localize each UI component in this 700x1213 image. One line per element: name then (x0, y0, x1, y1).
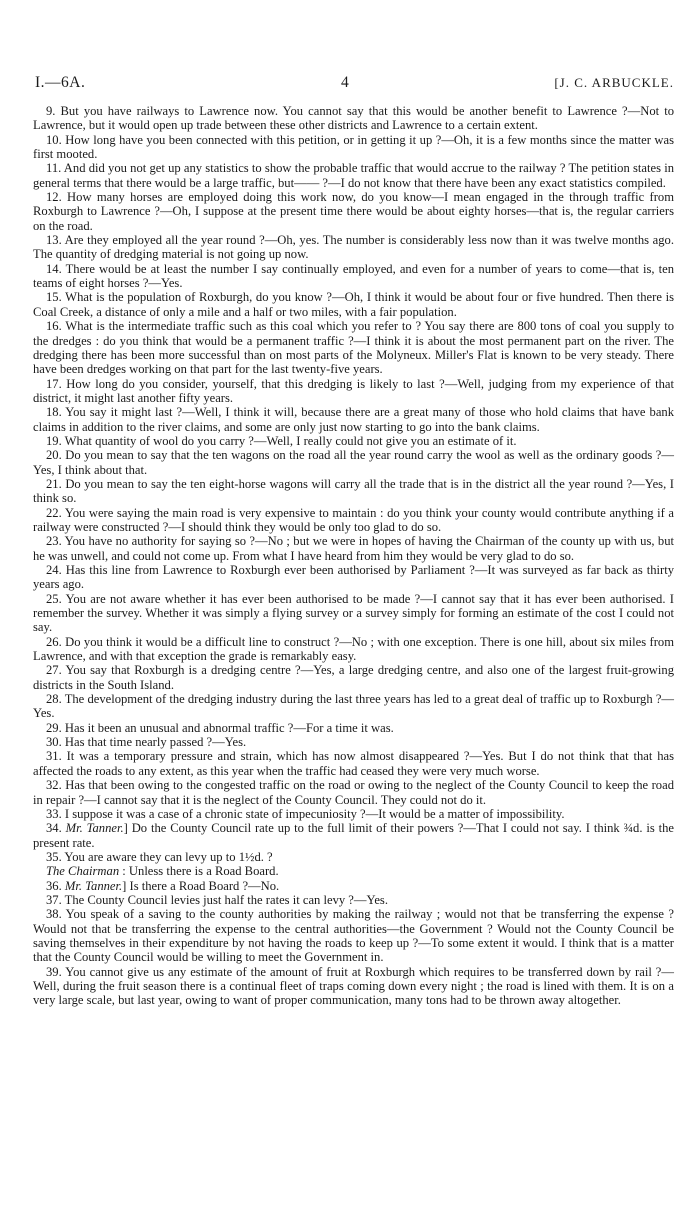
question-paragraph (33, 721, 674, 735)
speaker-name: Mr. Tanner. (65, 821, 124, 836)
paragraph-text: 32. Has that been owing to the congested traffic on the road or owing to the neglect of the County Council to keep the road in repair ?—I cannot say that it is the neglect of the County Council. They could not do it. (33, 778, 674, 807)
paragraph-text: 38. You speak of a saving to the county authorities by making the railway ; would not that be transferring the expense ? Would not that be transferring the expense to the central authorities—the Government ? Would not the County Council be saving themselves in their expenditure by not having the roads to keep up ?—To some extent it would. I think that is a matter that the County Council would be willing to meet the Government in. (33, 907, 674, 965)
paragraph-text: 15. What is the population of Roxburgh, do you know ?—Oh, I think it would be about four or five hundred. Then there is Coal Creek, a distance of only a mile and a half or two miles, with a fair population. (33, 290, 674, 319)
question-paragraph (33, 534, 674, 563)
paragraph-text: 16. What is the intermediate traffic such as this coal which you refer to ? You say there are 800 tons of coal you supply to the dredges : do you think that would be a permanent traffic ?—I think it is about the most permanent part on the river. The dredging there has been more successful than on most parts of the Molyneux. Miller's Flat is known to be very steady. There have been dredges working on that part for the last twenty-five years. (33, 319, 674, 377)
question-paragraph (33, 104, 674, 133)
question-paragraph (33, 663, 674, 692)
question-paragraph (33, 778, 674, 807)
page-header (33, 74, 674, 94)
paragraph-text: 37. The County Council levies just half the rates it can levy ?—Yes. (46, 892, 388, 907)
question-paragraph (33, 563, 674, 592)
paragraph-text: 33. I suppose it was a case of a chronic state of impecuniosity ?—It would be a matter of impossibility. (46, 806, 565, 821)
paragraph-text: 28. The development of the dredging industry during the last three years has led to a great deal of traffic up to Roxburgh ?—Yes. (33, 692, 674, 721)
question-paragraph (33, 864, 674, 878)
question-paragraph (33, 448, 674, 477)
paragraph-text: 22. You were saying the main road is very expensive to maintain : do you think your county would contribute anything if a railway were constructed ?—I should think they would be only too glad to do so. (33, 505, 674, 534)
paragraph-text: : Unless there is a Road Board. (119, 864, 279, 879)
witness-name: [J. C. ARBUCKLE. (554, 75, 674, 90)
question-paragraph (33, 807, 674, 821)
paragraph-text: 12. How many horses are employed doing this work now, do you know—I mean engaged in the through traffic from Roxburgh to Lawrence ?—Oh, I suppose at the present time there would be about eighty horses—that is, the regular carriers on the road. (33, 190, 674, 233)
paragraph-text: 26. Do you think it would be a difficult line to construct ?—No ; with one exception. There is one hill, about six miles from Lawrence, and with that exception the grade is remarkably easy. (33, 634, 674, 664)
question-paragraph (33, 133, 674, 162)
paragraph-text: ] Is there a Road Board ?—No. (122, 878, 280, 893)
paragraph-text: 30. Has that time nearly passed ?—Yes. (46, 735, 247, 750)
paragraph-text: 13. Are they employed all the year round ?—Oh, yes. The number is considerably less now than it was twelve months ago. The quantity of dredging material is not going up now. (33, 233, 674, 262)
paragraph-text: 17. How long do you consider, yourself, that this dredging is likely to last ?—Well, judging from my experience of that district, it might last another fifty years. (33, 376, 674, 405)
paragraph-text: 31. It was a temporary pressure and strain, which has now almost disappeared ?—Yes. But I do not think that that has affected the roads to any extent, as this year when the traffic had ceased they were very much worse. (33, 749, 674, 778)
question-number: 36. (46, 878, 65, 893)
question-paragraph (33, 377, 674, 406)
question-paragraph (33, 879, 674, 893)
paragraph-text: 24. Has this line from Lawrence to Roxburgh ever been authorised by Parliament ?—It was surveyed as far back as thirty years ago. (33, 563, 674, 592)
paper-reference: I.—6A. (35, 74, 86, 91)
paragraph-text: 10. How long have you been connected with this petition, or in getting it up ?—Oh, it is a few months since the matter was first mooted. (33, 132, 674, 162)
question-paragraph (33, 262, 674, 291)
paragraph-text: 19. What quantity of wool do you carry ?—Well, I really could not give you an estimate of it. (46, 433, 517, 448)
paragraph-text: ] Do the County Council rate up to the full limit of their powers ?—That I could not say. I think ¾d. is the present rate. (33, 821, 675, 850)
evidence-text (33, 104, 674, 1008)
paragraph-text: 20. Do you mean to say that the ten wagons on the road all the year round carry the wool as well as the ordinary goods ?—Yes, I think about that. (33, 448, 674, 477)
question-paragraph (33, 319, 674, 376)
question-paragraph (33, 233, 674, 262)
question-paragraph (33, 850, 674, 864)
question-paragraph (33, 405, 674, 434)
question-paragraph (33, 907, 674, 964)
speaker-name: The Chairman (46, 864, 120, 879)
question-paragraph (33, 190, 674, 233)
question-paragraph (33, 821, 674, 850)
page-number: 4 (341, 74, 349, 91)
paragraph-text: 21. Do you mean to say the ten eight-horse wagons will carry all the trade that is in the district all the year round ?—Yes, I think so. (33, 476, 674, 506)
paragraph-text: 39. You cannot give us any estimate of the amount of fruit at Roxburgh which requires to be transferred down by rail ?—Well, during the fruit season there is a continual fleet of traps coming down every night ; the road is lined with them. It is on a very large scale, but last year, owing to want of proper communication, many tons had to be thrown away altogether. (33, 964, 674, 1008)
paragraph-text: 9. But you have railways to Lawrence now. You cannot say that this would be another benefit to Lawrence ?—Not to Lawrence, but it would open up trade between these other districts and Lawrence to a certain extent. (33, 104, 674, 133)
question-paragraph (33, 749, 674, 778)
paragraph-text: 29. Has it been an unusual and abnormal traffic ?—For a time it was. (46, 720, 394, 735)
question-paragraph (33, 893, 674, 907)
paragraph-text: 14. There would be at least the number I say continually employed, and even for a number of years to come—that is, ten teams of eight horses ?—Yes. (33, 261, 674, 291)
paragraph-text: 27. You say that Roxburgh is a dredging centre ?—Yes, a large dredging centre, and also one of the largest fruit-growing districts in the South Island. (33, 663, 674, 692)
question-paragraph (33, 290, 674, 319)
question-paragraph (33, 477, 674, 506)
speaker-name: Mr. Tanner. (64, 878, 123, 893)
paragraph-text: 23. You have no authority for saying so ?—No ; but we were in hopes of having the Chairman of the county up with us, but he was unwell, and could not come up. From what I have heard from him they would be very glad to do so. (33, 534, 674, 563)
question-paragraph (33, 735, 674, 749)
question-paragraph (33, 434, 674, 448)
question-paragraph (33, 161, 674, 190)
paragraph-text: 18. You say it might last ?—Well, I think it will, because there are a great many of those who hold claims that have bank claims in addition to the river claims, and some are only just now starting to go into the bank claims. (33, 405, 674, 434)
question-paragraph (33, 592, 674, 635)
question-paragraph (33, 692, 674, 721)
question-paragraph (33, 506, 674, 535)
question-paragraph (33, 965, 674, 1008)
question-paragraph (33, 635, 674, 664)
paragraph-text: 11. And did you not get up any statistics to show the probable traffic that would accrue to the railway ? The petition states in general terms that there would be a large traffic, but—— ?—I do not know that there have been any exact statistics compiled. (33, 161, 674, 190)
question-number: 34. (46, 821, 66, 836)
paragraph-text: 25. You are not aware whether it has ever been authorised to be made ?—I cannot say that it has ever been authorised. I remember the survey. Whether it was simply a flying survey or a survey simply for forming an estimate of the cost I could not say. (33, 591, 674, 635)
paragraph-text: 35. You are aware they can levy up to 1½d. ? (46, 849, 273, 864)
